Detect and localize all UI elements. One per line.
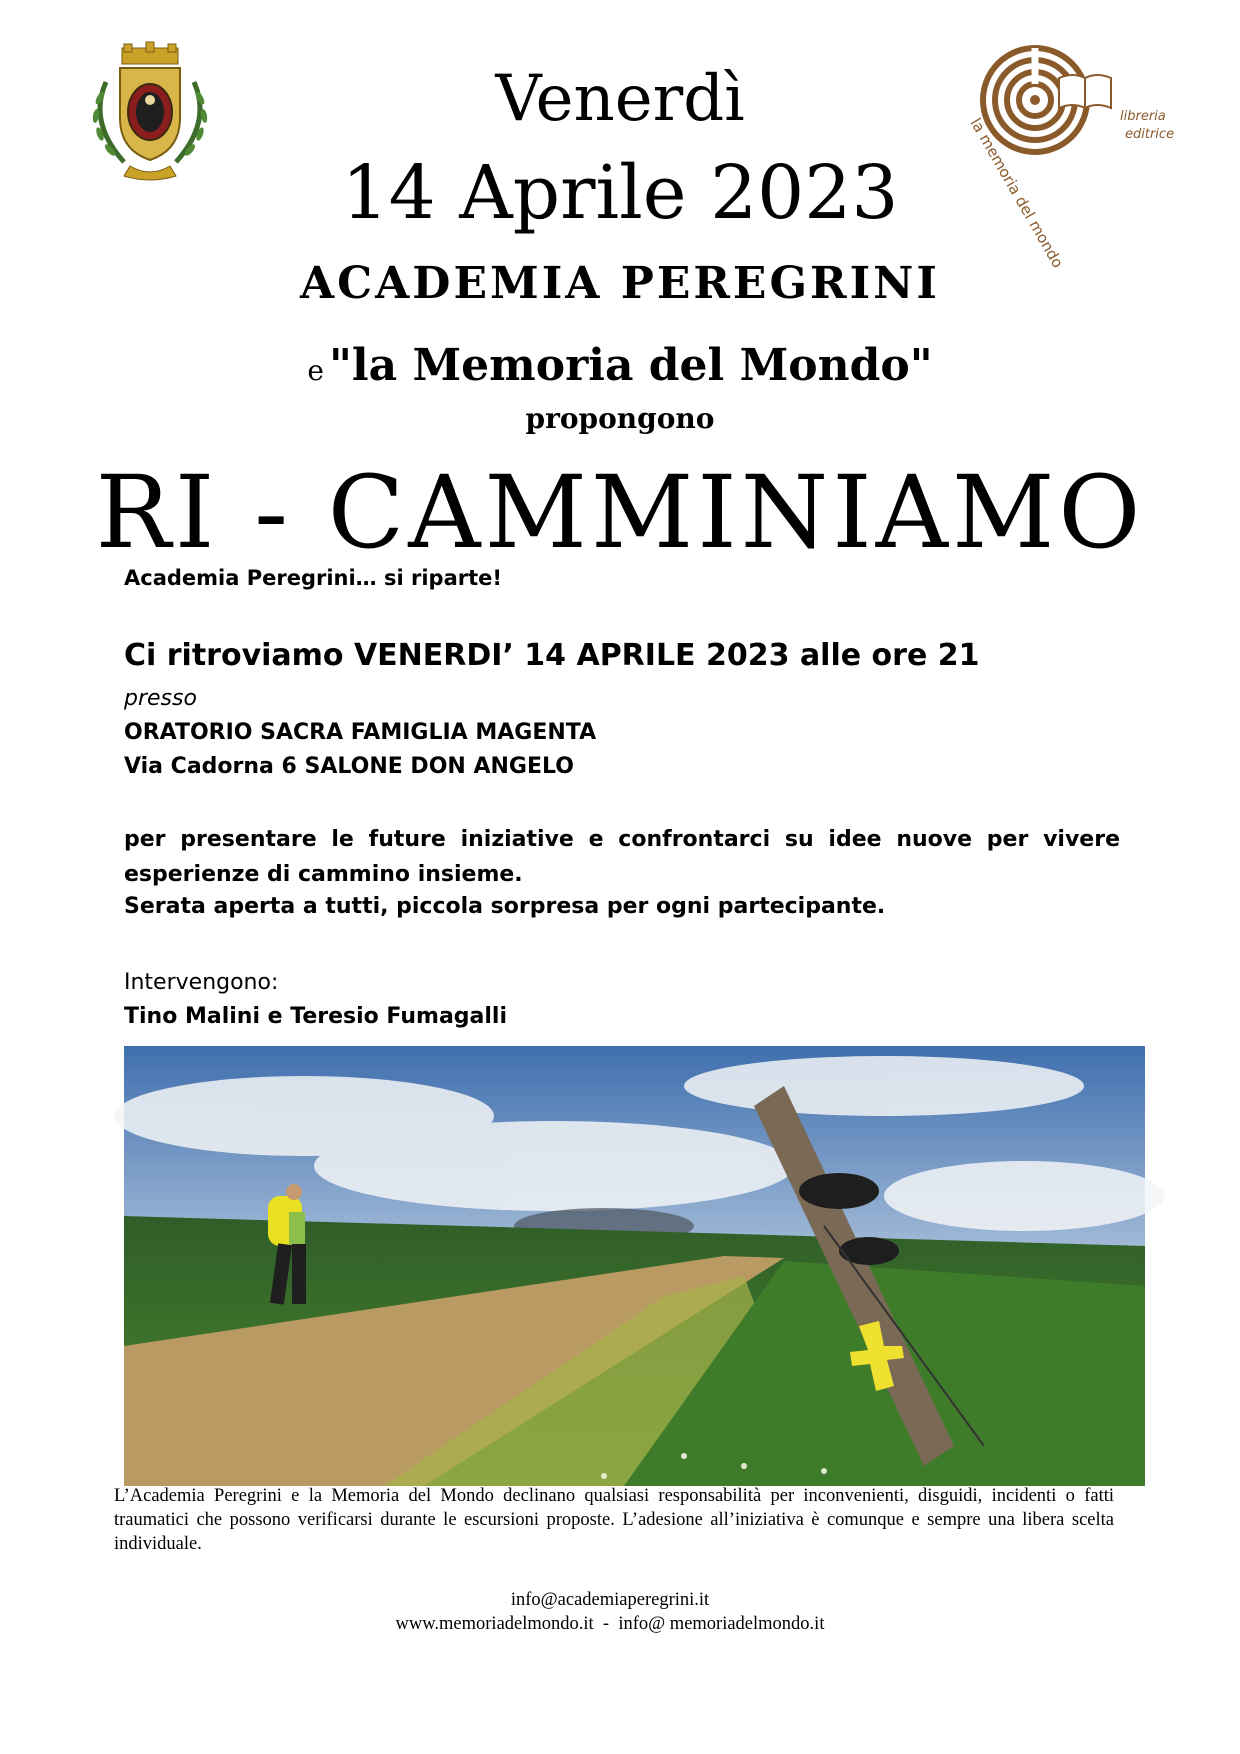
speakers-label: Intervengono: bbox=[124, 970, 279, 995]
publisher-tagline-2: editrice bbox=[1125, 127, 1175, 142]
conjunction: e bbox=[307, 354, 324, 387]
tagline: Academia Peregrini… si riparte! bbox=[124, 566, 502, 590]
partner-name: "la Memoria del Mondo" bbox=[329, 340, 933, 391]
contact-email-link[interactable]: info@academiaperegrini.it bbox=[510, 1590, 710, 1610]
event-day: Venerdì bbox=[495, 62, 745, 136]
purpose-text: per presentare le future iniziative e confrontarci su idee nuove per vivere esperienze di cammino insieme. bbox=[124, 827, 1120, 887]
publisher-arc-text: la memoria del mondo bbox=[966, 115, 1067, 272]
meeting-line: Ci ritroviamo VENERDI’ 14 APRILE 2023 alle ore 21 bbox=[124, 638, 980, 673]
disclaimer-text: L’Academia Peregrini e la Memoria del Mondo declinano qualsiasi responsabilità per inconvenienti, disguidi, incidenti o fatti traumatici che possono verificarsi durante le escursioni proposte. L’adesione all’iniziativa è comunque e sempre una libera scelta individuale. bbox=[114, 1486, 1114, 1554]
partner-line bbox=[0, 340, 1240, 391]
presso-label: presso bbox=[124, 686, 197, 711]
event-date: 14 Aprile 2023 bbox=[341, 150, 899, 236]
pilgrim-photo bbox=[124, 1046, 1145, 1486]
organizer-title: ACADEMIA PEREGRINI bbox=[300, 258, 940, 309]
contact-web-link[interactable]: www.memoriadelmondo.it - info@ memoriadelmondo.it bbox=[395, 1614, 825, 1634]
event-title: RI - CAMMINIAMO bbox=[95, 454, 1145, 571]
publisher-tagline-1: libreria bbox=[1120, 109, 1166, 124]
venue-name: ORATORIO SACRA FAMIGLIA MAGENTA bbox=[124, 720, 597, 745]
open-evening-text: Serata aperta a tutti, piccola sorpresa per ogni partecipante. bbox=[124, 894, 886, 919]
speakers-names: Tino Malini e Teresio Fumagalli bbox=[124, 1004, 508, 1029]
venue-address: Via Cadorna 6 SALONE DON ANGELO bbox=[124, 754, 574, 779]
propose-verb: propongono bbox=[525, 402, 715, 435]
